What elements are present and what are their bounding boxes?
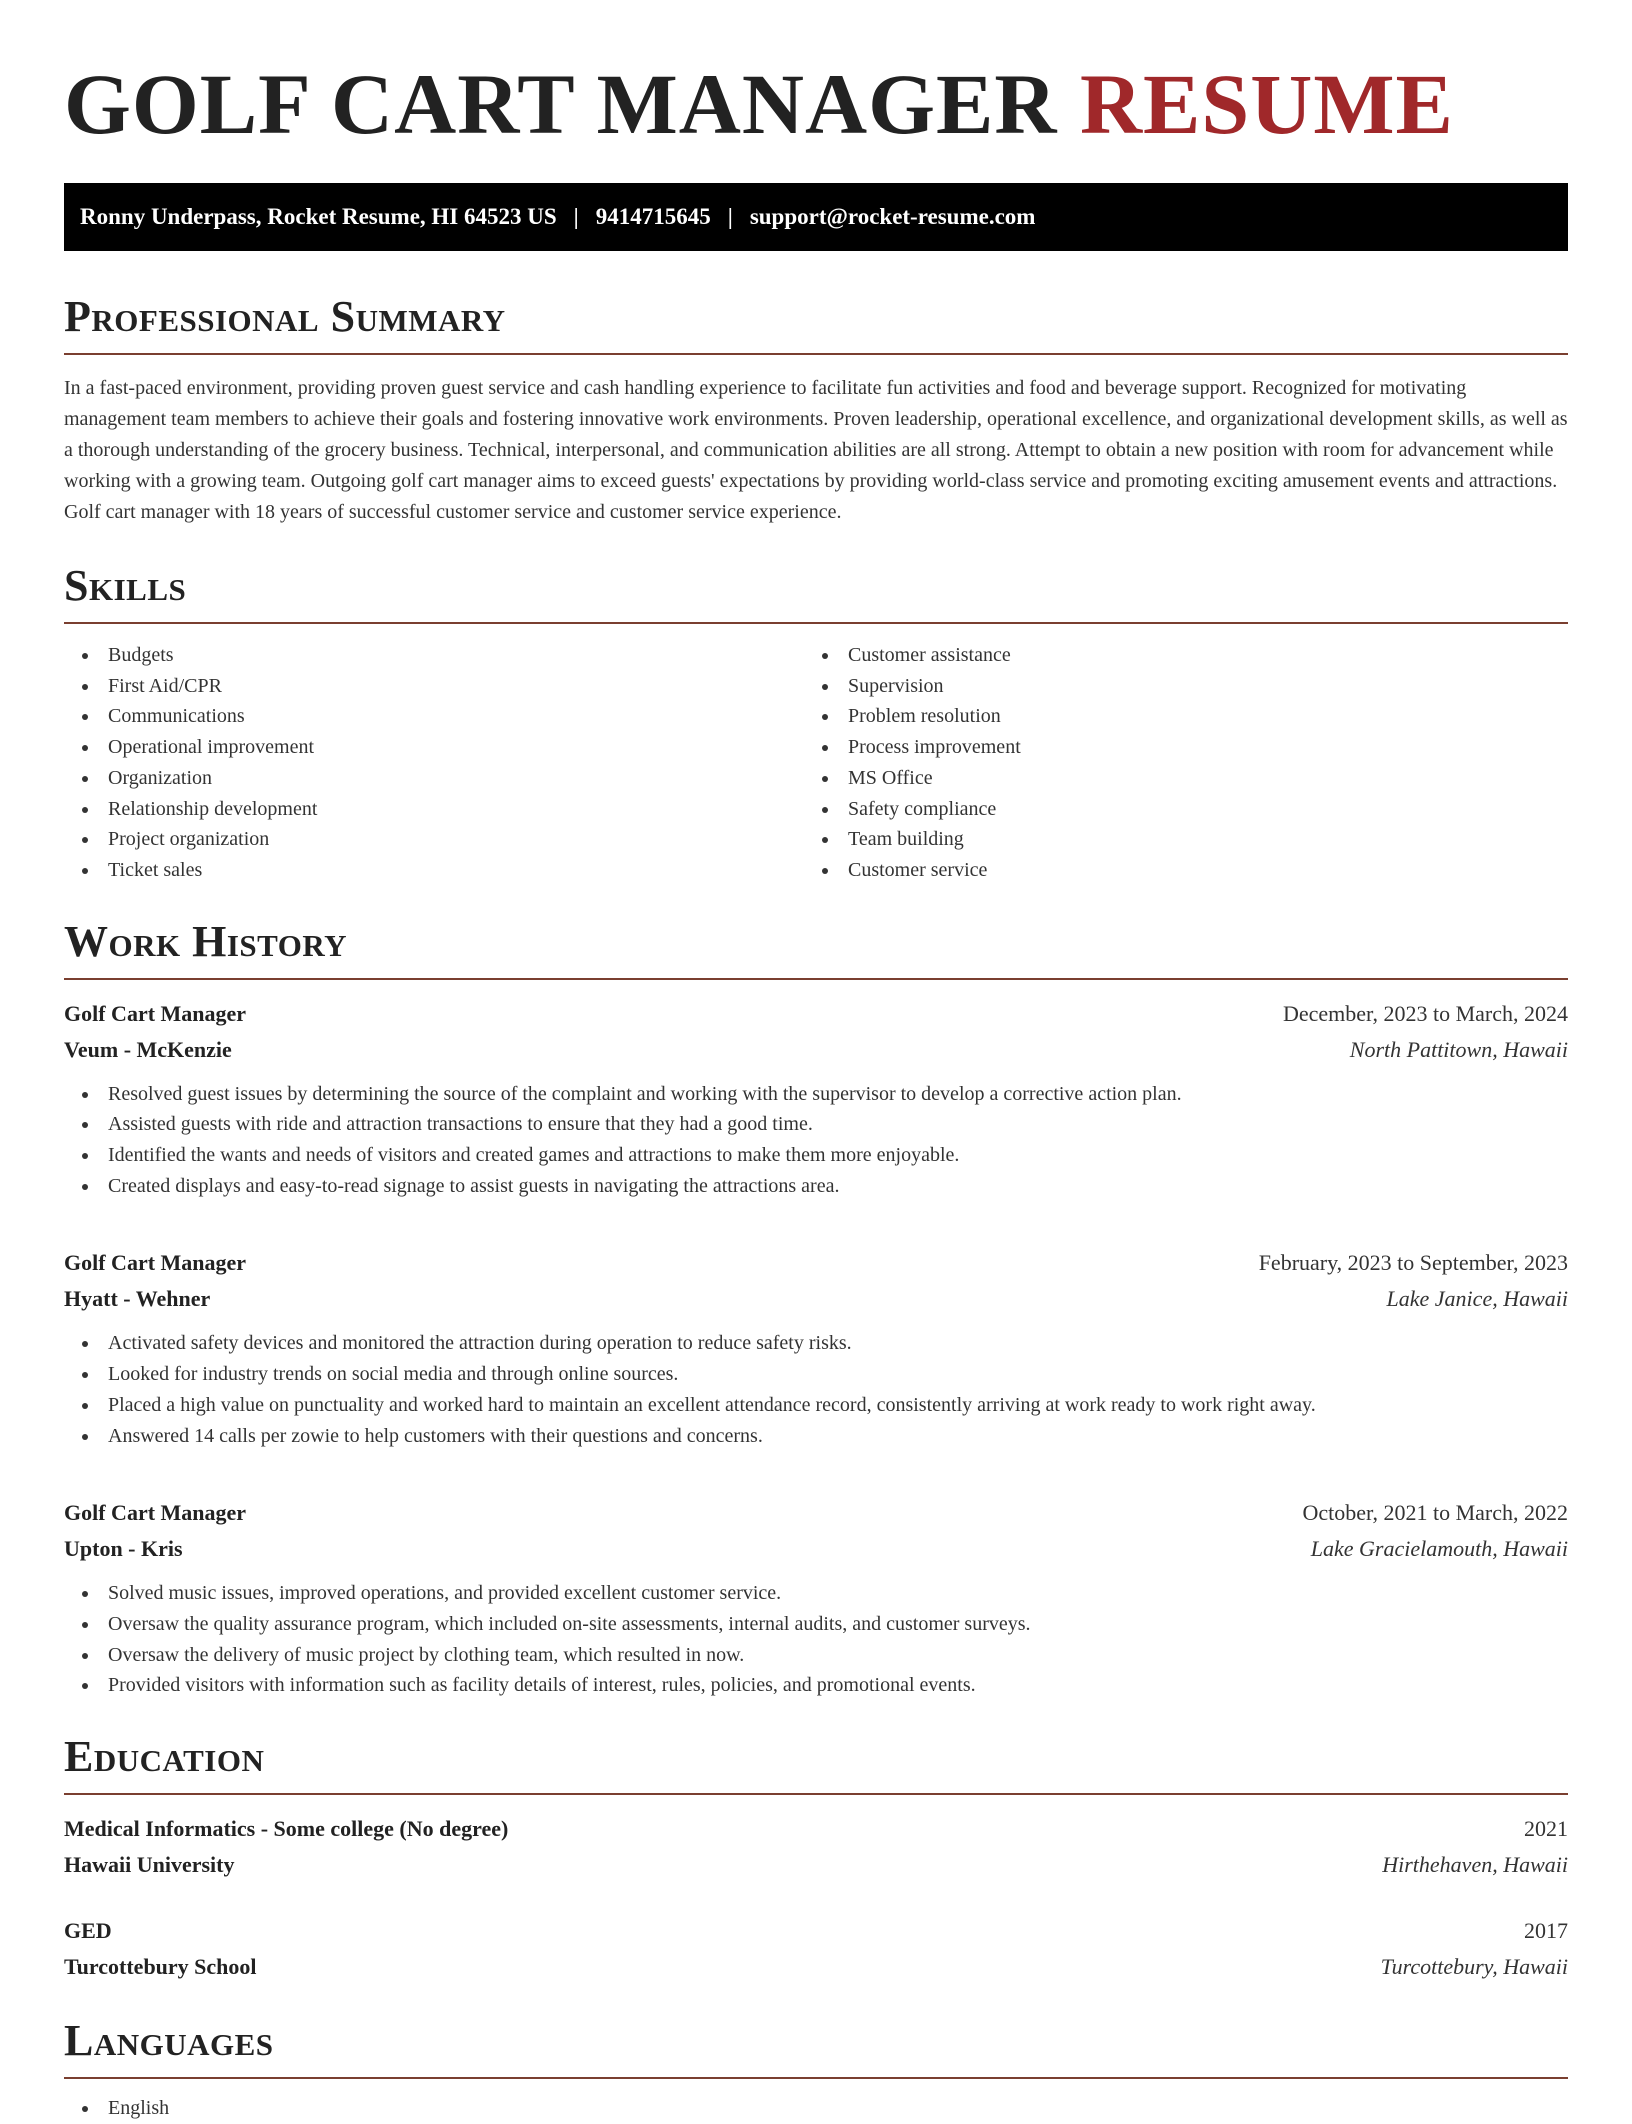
job-company-row	[64, 1531, 1568, 1567]
education-year: 2017	[1524, 1918, 1568, 1944]
education-entry	[64, 1913, 1568, 1985]
skill-item: Process improvement	[804, 732, 1544, 763]
job-entry	[64, 1495, 1568, 1701]
skills-grid	[64, 640, 1568, 886]
job-company: Hyatt - Wehner	[64, 1286, 211, 1312]
education-heading: Education	[64, 1732, 265, 1782]
skills-heading: Skills	[64, 561, 187, 610]
skills-list-right	[804, 640, 1544, 886]
skill-item: First Aid/CPR	[64, 671, 804, 702]
skill-item: Ticket sales	[64, 855, 804, 886]
section-divider	[64, 622, 1568, 624]
education-entry	[64, 1811, 1568, 1883]
contact-bar	[64, 183, 1568, 251]
section-divider	[64, 1793, 1568, 1795]
job-title: Golf Cart Manager	[64, 1500, 247, 1526]
job-title: Golf Cart Manager	[64, 1250, 247, 1276]
job-header-row	[64, 996, 1568, 1032]
education-header-row	[64, 1913, 1568, 1949]
job-dates: February, 2023 to September, 2023	[1258, 1250, 1568, 1276]
skill-item: Customer assistance	[804, 640, 1544, 671]
education-school: Hawaii University	[64, 1852, 235, 1878]
job-duty: Oversaw the quality assurance program, which included on-site assessments, internal audits, and customer surveys.	[64, 1609, 1568, 1640]
education-header-row	[64, 1811, 1568, 1847]
job-company-row	[64, 1032, 1568, 1068]
job-duty: Answered 14 calls per zowie to help customers with their questions and concerns.	[64, 1421, 1568, 1452]
section-divider	[64, 353, 1568, 355]
job-location: North Pattitown, Hawaii	[1349, 1036, 1568, 1062]
job-header-row	[64, 1245, 1568, 1281]
job-company: Upton - Kris	[64, 1536, 183, 1562]
title-main: GOLF CART MANAGER	[64, 56, 1058, 152]
contact-separator: |	[727, 204, 733, 229]
job-location: Lake Gracielamouth, Hawaii	[1310, 1536, 1568, 1562]
job-duty: Solved music issues, improved operations, and provided excellent customer service.	[64, 1578, 1568, 1609]
summary-text: In a fast-paced environment, providing proven guest service and cash handling experience to facilitate fun activities and food and beverage support. Recognized for motivating management team members to achieve their goals and fostering innovative work environments. Proven leadership, operational excellence, and organizational development skills, as well as a thorough understanding of the grocery business. Technical, interpersonal, and communication abilities are all strong. Attempt to obtain a new position with room for advancement while working with a growing team. Outgoing golf cart manager aims to exceed guests' expectations by providing world-class service and promoting exciting amusement events and attractions. Golf cart manager with 18 years of successful customer service and customer service experience.	[64, 377, 1568, 523]
education-school-row	[64, 1847, 1568, 1883]
resume-title	[64, 0, 1568, 150]
education-location: Hirthehaven, Hawaii	[1382, 1852, 1568, 1878]
job-duties	[64, 1578, 1568, 1701]
skill-item: Operational improvement	[64, 732, 804, 763]
skill-item: Organization	[64, 763, 804, 794]
skill-item: Communications	[64, 701, 804, 732]
title-accent: RESUME	[1079, 56, 1454, 152]
job-entry	[64, 996, 1568, 1202]
job-location: Lake Janice, Hawaii	[1386, 1286, 1568, 1312]
job-title: Golf Cart Manager	[64, 1000, 247, 1026]
contact-email: support@rocket-resume.com	[749, 204, 1036, 229]
job-duty: Assisted guests with ride and attraction transactions to ensure that they had a good time.	[64, 1109, 1568, 1140]
job-duty: Oversaw the delivery of music project by clothing team, which resulted in now.	[64, 1640, 1568, 1671]
job-entry	[64, 1245, 1568, 1451]
skill-item: Supervision	[804, 671, 1544, 702]
languages-heading: Languages	[64, 2016, 274, 2066]
skill-item: Relationship development	[64, 794, 804, 825]
education-school: Turcottebury School	[64, 1954, 257, 1980]
education-school-row	[64, 1949, 1568, 1985]
education-degree: Medical Informatics - Some college (No degree)	[64, 1816, 509, 1842]
skill-item: Safety compliance	[804, 794, 1544, 825]
job-duty: Activated safety devices and monitored the attraction during operation to reduce safety risks.	[64, 1328, 1568, 1359]
job-duty: Provided visitors with information such as facility details of interest, rules, policies, and promotional events.	[64, 1670, 1568, 1701]
contact-address: Ronny Underpass, Rocket Resume, HI 64523 US	[80, 204, 557, 229]
job-duty: Resolved guest issues by determining the source of the complaint and working with the supervisor to develop a corrective action plan.	[64, 1079, 1568, 1110]
skill-item: Problem resolution	[804, 701, 1544, 732]
education-degree: GED	[64, 1918, 112, 1944]
skill-item: Project organization	[64, 824, 804, 855]
language-item: English	[64, 2093, 1568, 2124]
work-history-heading: Work History	[64, 916, 348, 966]
job-dates: October, 2021 to March, 2022	[1302, 1500, 1568, 1526]
section-divider	[64, 2077, 1568, 2079]
skill-item: Budgets	[64, 640, 804, 671]
job-duties	[64, 1079, 1568, 1202]
skills-list-left	[64, 640, 804, 886]
section-divider	[64, 978, 1568, 980]
job-company: Veum - McKenzie	[64, 1036, 232, 1062]
job-dates: December, 2023 to March, 2024	[1282, 1000, 1568, 1026]
skill-item: Team building	[804, 824, 1544, 855]
summary-heading: Professional Summary	[64, 292, 506, 341]
job-company-row	[64, 1281, 1568, 1317]
job-duty: Looked for industry trends on social media and through online sources.	[64, 1359, 1568, 1390]
skill-item: Customer service	[804, 855, 1544, 886]
job-header-row	[64, 1495, 1568, 1531]
job-duty: Placed a high value on punctuality and worked hard to maintain an excellent attendance record, consistently arriving at work ready to work right away.	[64, 1390, 1568, 1421]
contact-separator: |	[573, 204, 579, 229]
job-duty: Created displays and easy-to-read signage to assist guests in navigating the attractions area.	[64, 1171, 1568, 1202]
job-duty: Identified the wants and needs of visitors and created games and attractions to make them more enjoyable.	[64, 1140, 1568, 1171]
education-location: Turcottebury, Hawaii	[1380, 1954, 1568, 1980]
languages-list	[64, 2093, 1568, 2124]
education-year: 2021	[1524, 1816, 1568, 1842]
skill-item: MS Office	[804, 763, 1544, 794]
job-duties	[64, 1328, 1568, 1451]
contact-phone: 9414715645	[595, 204, 711, 229]
